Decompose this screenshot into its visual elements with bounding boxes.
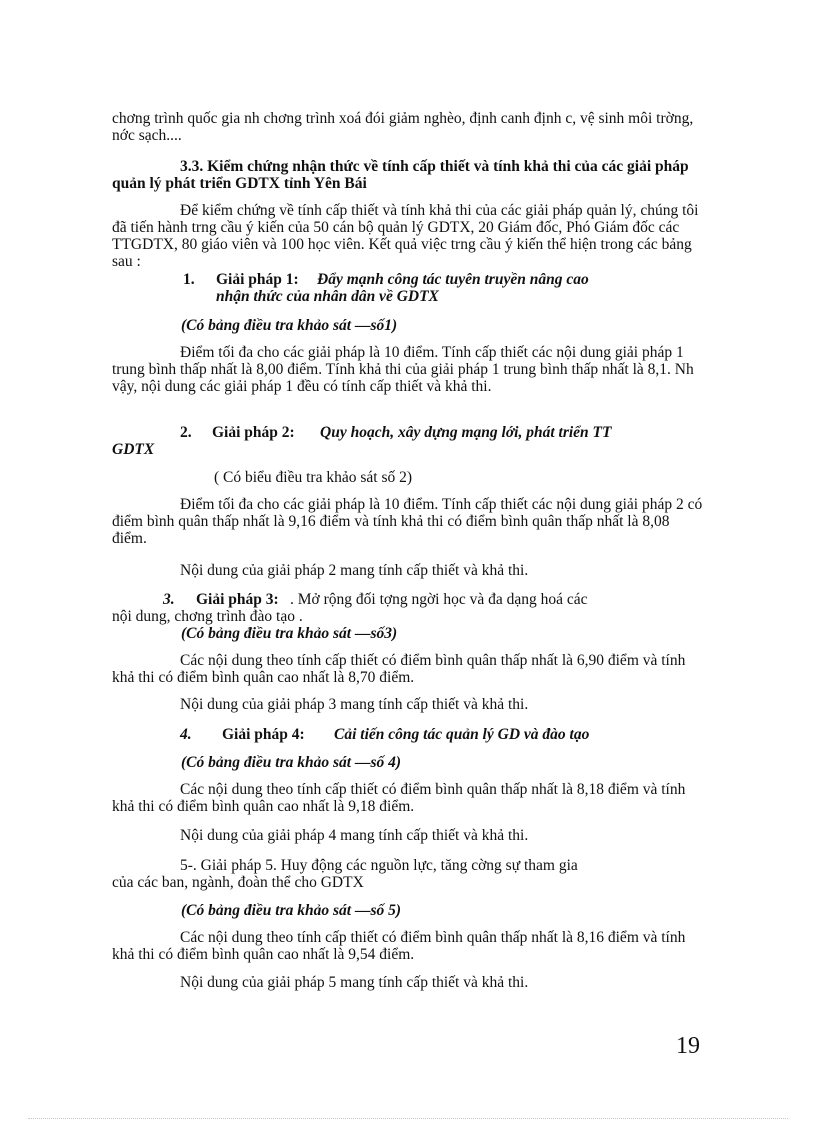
solution-5-title-line1: 5-. Giải pháp 5. Huy động các nguồn lực, tăng cờng sự tham gia bbox=[180, 857, 578, 874]
solution-2-number: 2. bbox=[180, 424, 192, 441]
solution-4-detail: Các nội dung theo tính cấp thiết có điểm bình quân thấp nhất là 8,18 điểm và tính khả thi có điểm bình quân cao nhất là 9,18 điểm. bbox=[112, 781, 686, 815]
solution-2-title-line2: GDTX bbox=[112, 441, 155, 458]
solution-1-title-line2: nhận thức của nhân dân về GDTX bbox=[216, 288, 439, 305]
solution-3-detail: Các nội dung theo tính cấp thiết có điểm bình quân thấp nhất là 6,90 điểm và tính khả thi có điểm bình quân cao nhất là 8,70 điểm. bbox=[112, 652, 686, 686]
page-number: 19 bbox=[676, 1033, 700, 1059]
solution-3-number: 3. bbox=[163, 591, 175, 608]
section-heading: 3.3. Kiểm chứng nhận thức về tính cấp thiết và tính khả thi của các giải pháp quản lý phát triển GDTX tỉnh Yên Bái bbox=[112, 158, 689, 192]
solution-3-conclusion: Nội dung của giải pháp 3 mang tính cấp thiết và khả thi. bbox=[180, 696, 529, 713]
solution-5-conclusion: Nội dung của giải pháp 5 mang tính cấp thiết và khả thi. bbox=[180, 974, 529, 991]
solution-5-detail: Các nội dung theo tính cấp thiết có điểm bình quân thấp nhất là 8,16 điểm và tính khả thi có điểm bình quân cao nhất là 9,54 điểm. bbox=[112, 929, 686, 963]
solution-4-conclusion: Nội dung của giải pháp 4 mang tính cấp thiết và khả thi. bbox=[180, 827, 529, 844]
solution-3-survey-note: (Có bảng điều tra khảo sát —số3) bbox=[181, 625, 398, 642]
solution-1-title-line1: Đẩy mạnh công tác tuyên truyền nâng cao bbox=[317, 271, 589, 288]
solution-1-label: Giải pháp 1: bbox=[216, 271, 299, 288]
solution-3-title-line2: nội dung, chơng trình đào tạo . bbox=[112, 608, 303, 625]
solution-2-title-line1: Quy hoạch, xây dựng mạng lới, phát triển TT bbox=[320, 424, 612, 441]
survey-intro-paragraph: Để kiểm chứng về tính cấp thiết và tính khả thi của các giải pháp quản lý, chúng tôi đã tiến hành trng cầu ý kiến của 50 cán bộ quản lý GDTX, 20 Giám đốc, Phó Giám đốc các TTGDTX, 80 giáo viên và 100 học viên. Kết quả việc trng cầu ý kiến thể hiện trong các bảng sau : bbox=[112, 202, 699, 270]
solution-4-number: 4. bbox=[180, 726, 192, 743]
solution-3-title-line1: . Mở rộng đối tợng ngời học và đa dạng hoá các bbox=[290, 591, 588, 608]
solution-1-number: 1. bbox=[183, 271, 195, 288]
solution-5-title-line2: của các ban, ngành, đoàn thể cho GDTX bbox=[112, 874, 364, 891]
solution-2-detail: Điểm tối đa cho các giải pháp là 10 điểm. Tính cấp thiết các nội dung giải pháp 2 có điểm bình quân thấp nhất là 9,16 điểm và tính khả thi có điểm bình quân thấp nhất là 8,08 điểm. bbox=[112, 496, 703, 547]
solution-1-survey-note: (Có bảng điều tra khảo sát —số1) bbox=[181, 317, 398, 334]
solution-4-title-line1: Cải tiến công tác quản lý GD và đào tạo bbox=[334, 726, 590, 743]
bottom-divider bbox=[28, 1118, 788, 1119]
intro-paragraph: chơng trình quốc gia nh chơng trình xoá đói giảm nghèo, định canh định c, vệ sinh môi trờng, nớc sạch.... bbox=[112, 110, 694, 144]
solution-2-survey-note: ( Có biểu điều tra khảo sát số 2) bbox=[214, 469, 413, 486]
solution-5-survey-note: (Có bảng điều tra khảo sát —số 5) bbox=[181, 902, 402, 919]
solution-3-label: Giải pháp 3: bbox=[196, 591, 279, 608]
solution-2-label: Giải pháp 2: bbox=[212, 424, 295, 441]
solution-4-label: Giải pháp 4: bbox=[222, 726, 305, 743]
solution-4-survey-note: (Có bảng điều tra khảo sát —số 4) bbox=[181, 754, 402, 771]
solution-2-conclusion: Nội dung của giải pháp 2 mang tính cấp thiết và khả thi. bbox=[180, 562, 529, 579]
solution-1-detail: Điểm tối đa cho các giải pháp là 10 điểm. Tính cấp thiết các nội dung giải pháp 1 trung bình thấp nhất là 8,00 điểm. Tính khả thi của giải pháp 1 trung bình thấp nhất là 8,1. Nh vậy, nội dung các giải pháp 1 đều có tính cấp thiết và khả thi. bbox=[112, 344, 694, 395]
